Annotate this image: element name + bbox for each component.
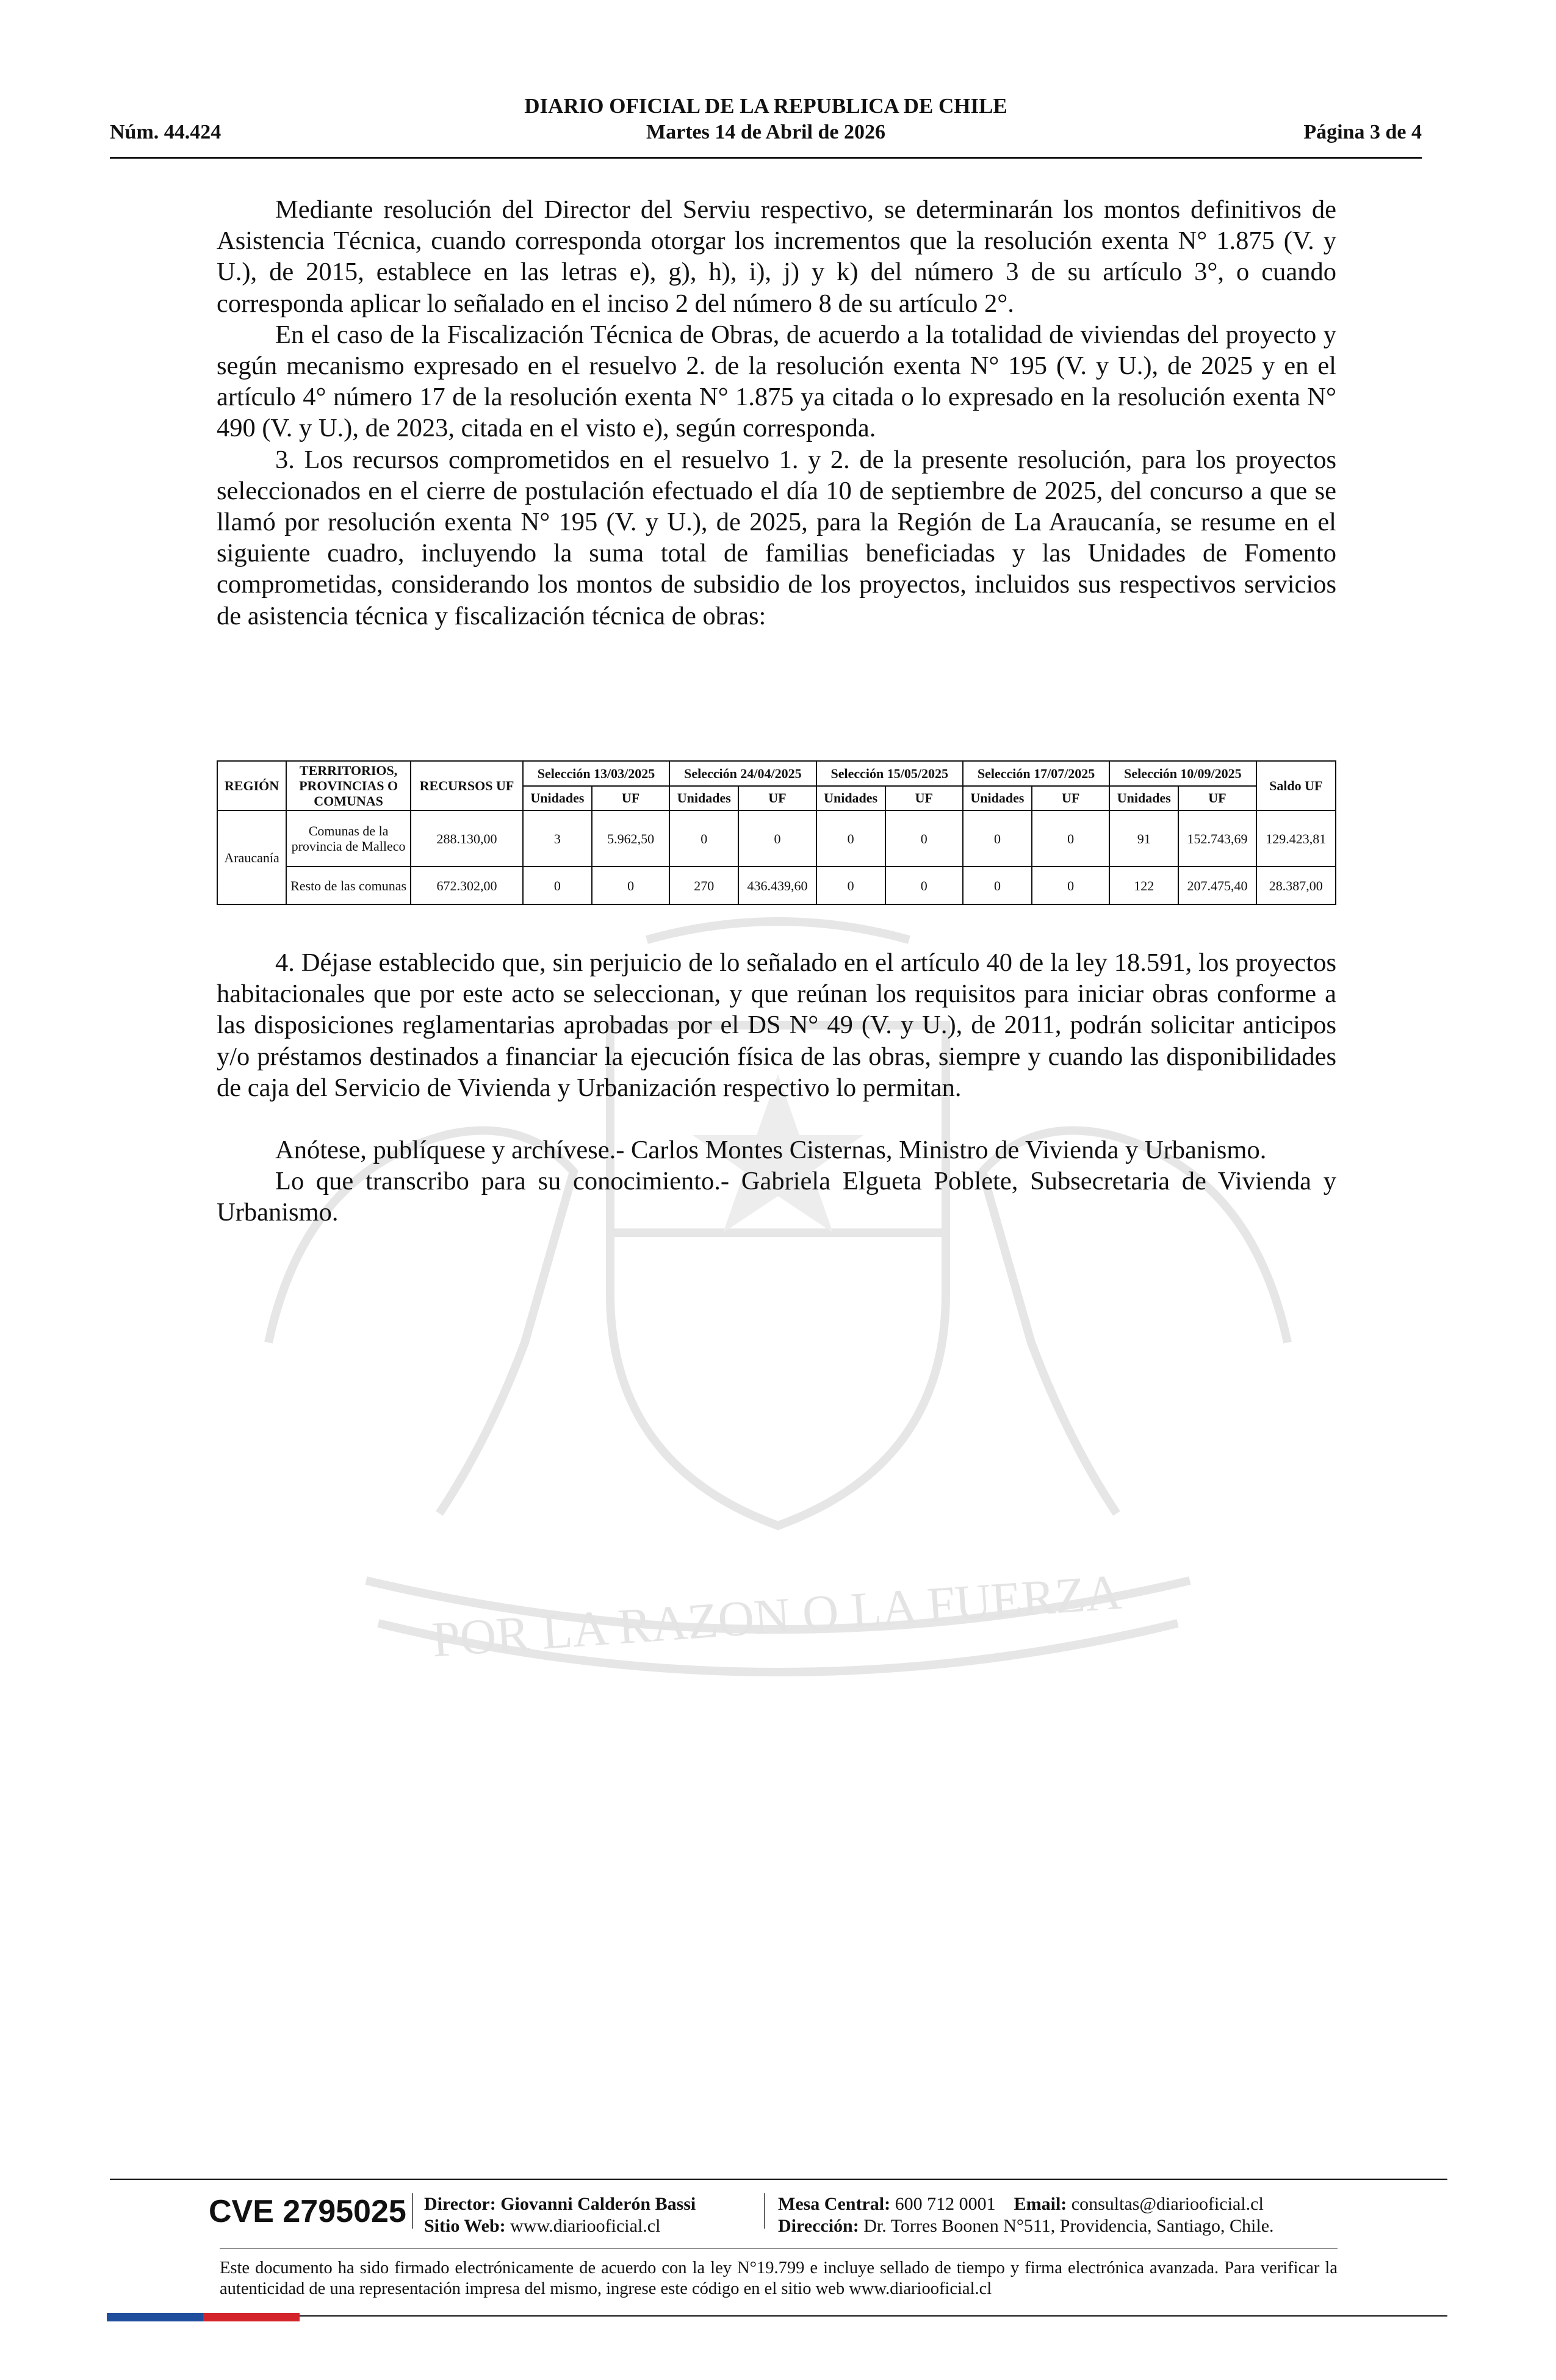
cell-territory: Comunas de la provincia de Malleco: [286, 810, 411, 867]
paragraph-signature-minister: Anótese, publíquese y archívese.- Carlos Montes Cisternas, Ministro de Vivienda y Urbanismo.: [275, 1136, 1267, 1165]
table-cell: 5.962,50: [592, 810, 669, 867]
newspaper-title: DIARIO OFICIAL DE LA REPUBLICA DE CHILE: [524, 94, 1007, 118]
director-label: Director:: [424, 2194, 496, 2214]
header-selection: Selección 17/07/2025: [963, 761, 1109, 786]
document-body-continued: [217, 947, 1336, 1228]
header-selection: Selección 10/09/2025: [1109, 761, 1256, 786]
paragraph-fiscalizacion: En el caso de la Fiscalización Técnica de Obras, de acuerdo a la totalidad de viviendas del proyecto y según mecanismo expresado en el resuelvo 2. de la resolución exenta N° 195 (V. y U.), de 2025 y en el artículo 4° número 17 de la resolución exenta N° 1.875 ya citada o lo expresado en la resolución exenta N° 490 (V. y U.), de 2023, citada en el visto e), según corresponda.: [217, 320, 1336, 443]
table-cell: 436.439,60: [738, 867, 816, 904]
table-cell: 91: [1109, 810, 1178, 867]
table-cell: 0: [1032, 810, 1109, 867]
cell-recursos: 672.302,00: [411, 867, 523, 904]
paragraph-signature-undersecretary: Lo que transcribo para su conocimiento.- Gabriela Elgueta Poblete, Subsecretaria de Vivienda y Urbanismo.: [217, 1167, 1336, 1227]
paragraph-gap: [217, 1103, 1336, 1134]
motto-text: POR LA RAZON O LA FUERZA: [430, 1563, 1123, 1668]
cell-saldo: 129.423,81: [1256, 810, 1336, 867]
resources-table: [217, 760, 1336, 905]
table-cell: 0: [816, 810, 885, 867]
header-territorios: TERRITORIOS, PROVINCIAS O COMUNAS: [286, 761, 411, 810]
table-cell: 0: [885, 867, 963, 904]
subheader-uf: UF: [1178, 786, 1256, 811]
resources-table-container: [217, 760, 1336, 905]
table-cell: 0: [963, 867, 1032, 904]
paragraph-asistencia-tecnica: Mediante resolución del Director del Serviu respectivo, se determinarán los montos definitivos de Asistencia Técnica, cuando corresponda otorgar los incrementos que la resolución exenta N° 1.875 (V. y U.), de 2015, establece en las letras e), g), h), i), j) y k) del número 3 de su artículo 3°, o cuando corresponda aplicar lo señalado en el inciso 2 del número 8 de su artículo 2°.: [217, 195, 1336, 318]
table-cell: 0: [1032, 867, 1109, 904]
subheader-uf: UF: [738, 786, 816, 811]
issue-date: Martes 14 de Abril de 2026: [646, 121, 885, 143]
table-cell: 3: [523, 810, 592, 867]
table-cell: 0: [738, 810, 816, 867]
direccion-label: Dirección:: [778, 2216, 859, 2236]
cell-region: Araucanía: [217, 810, 286, 904]
page-header: [110, 93, 1422, 159]
header-selection: Selección 24/04/2025: [669, 761, 816, 786]
chile-flag-bar: [107, 2313, 300, 2321]
issue-number: Núm. 44.424: [110, 121, 222, 143]
flag-blue-segment: [107, 2313, 203, 2321]
legal-notice: Este documento ha sido firmado electrónicamente de acuerdo con la ley N°19.799 e incluye sellado de tiempo y firma electrónica avanzada. Para verificar la autenticidad de una representación impresa del mismo, ingrese este código en el sitio web www.diariooficial.cl: [220, 2259, 1338, 2298]
subheader-uf: UF: [885, 786, 963, 811]
cell-recursos: 288.130,00: [411, 810, 523, 867]
table-cell: 152.743,69: [1178, 810, 1256, 867]
paragraph-anticipos: 4. Déjase establecido que, sin perjuicio de lo señalado en el artículo 40 de la ley 18.591, los proyectos habitacionales que por este acto se seleccionan, y que reúnan los requisitos para iniciar obras conforme a las disposiciones reglamentarias aprobadas por el DS N° 49 (V. y U.), de 2011, podrán solicitar anticipos y/o préstamos destinados a financiar la ejecución física de las obras, siempre y cuando las disponibilidades de caja del Servicio de Vivienda y Urbanización respectivo lo permitan.: [217, 948, 1336, 1102]
mesa-label: Mesa Central:: [778, 2194, 891, 2214]
document-body: [217, 194, 1336, 632]
footer-divider: [764, 2193, 765, 2229]
table-cell: 270: [669, 867, 738, 904]
email-label: Email:: [1014, 2194, 1067, 2214]
address: Dr. Torres Boonen N°511, Providencia, Santiago, Chile.: [863, 2216, 1274, 2236]
table-cell: 0: [885, 810, 963, 867]
footer-director-block: [424, 2193, 696, 2237]
table-cell: 0: [523, 867, 592, 904]
subheader-unidades: Unidades: [669, 786, 738, 811]
cve-code: CVE 2795025: [209, 2194, 406, 2229]
table-cell: 0: [816, 867, 885, 904]
footer-bottom-rule: [110, 2315, 1447, 2317]
footer-contact-block: [778, 2193, 1274, 2237]
footer-separator: [220, 2248, 1338, 2249]
header-selection: Selección 15/05/2025: [816, 761, 963, 786]
subheader-unidades: Unidades: [1109, 786, 1178, 811]
subheader-unidades: Unidades: [816, 786, 885, 811]
table-cell: 0: [963, 810, 1032, 867]
table-cell: 207.475,40: [1178, 867, 1256, 904]
subheader-uf: UF: [1032, 786, 1109, 811]
flag-red-segment: [203, 2313, 300, 2321]
table-row: [217, 867, 1336, 904]
page-number: Página 3 de 4: [1303, 121, 1422, 143]
email-link[interactable]: consultas@diariooficial.cl: [1071, 2194, 1264, 2214]
footer-divider: [412, 2193, 413, 2229]
paragraph-recursos: 3. Los recursos comprometidos en el resuelvo 1. y 2. de la presente resolución, para los proyectos seleccionados en el cierre de postulación efectuado el día 10 de septiembre de 2025, del concurso a que se llamó por resolución exenta N° 195 (V. y U.), de 2025, para la Región de La Araucanía, se resume en el siguiente cuadro, incluyendo la suma total de familias beneficiadas y las Unidades de Fomento comprometidas, considerando los montos de subsidio de los proyectos, incluidos sus respectivos servicios de asistencia técnica y fiscalización técnica de obras:: [217, 445, 1336, 630]
table-header-row: [217, 761, 1336, 786]
subheader-unidades: Unidades: [523, 786, 592, 811]
table-cell: 0: [592, 867, 669, 904]
header-saldo: Saldo UF: [1256, 761, 1336, 810]
mesa-phone: 600 712 0001: [895, 2194, 996, 2214]
director-name: Giovanni Calderón Bassi: [500, 2194, 696, 2214]
subheader-unidades: Unidades: [963, 786, 1032, 811]
cell-saldo: 28.387,00: [1256, 867, 1336, 904]
table-cell: 122: [1109, 867, 1178, 904]
header-selection: Selección 13/03/2025: [523, 761, 669, 786]
cell-territory: Resto de las comunas: [286, 867, 411, 904]
subheader-uf: UF: [592, 786, 669, 811]
header-region: REGIÓN: [217, 761, 286, 810]
website-link[interactable]: www.diariooficial.cl: [510, 2216, 661, 2236]
header-recursos: RECURSOS UF: [411, 761, 523, 810]
page-footer: [110, 2179, 1447, 2329]
table-cell: 0: [669, 810, 738, 867]
web-label: Sitio Web:: [424, 2216, 506, 2236]
table-row: [217, 810, 1336, 867]
